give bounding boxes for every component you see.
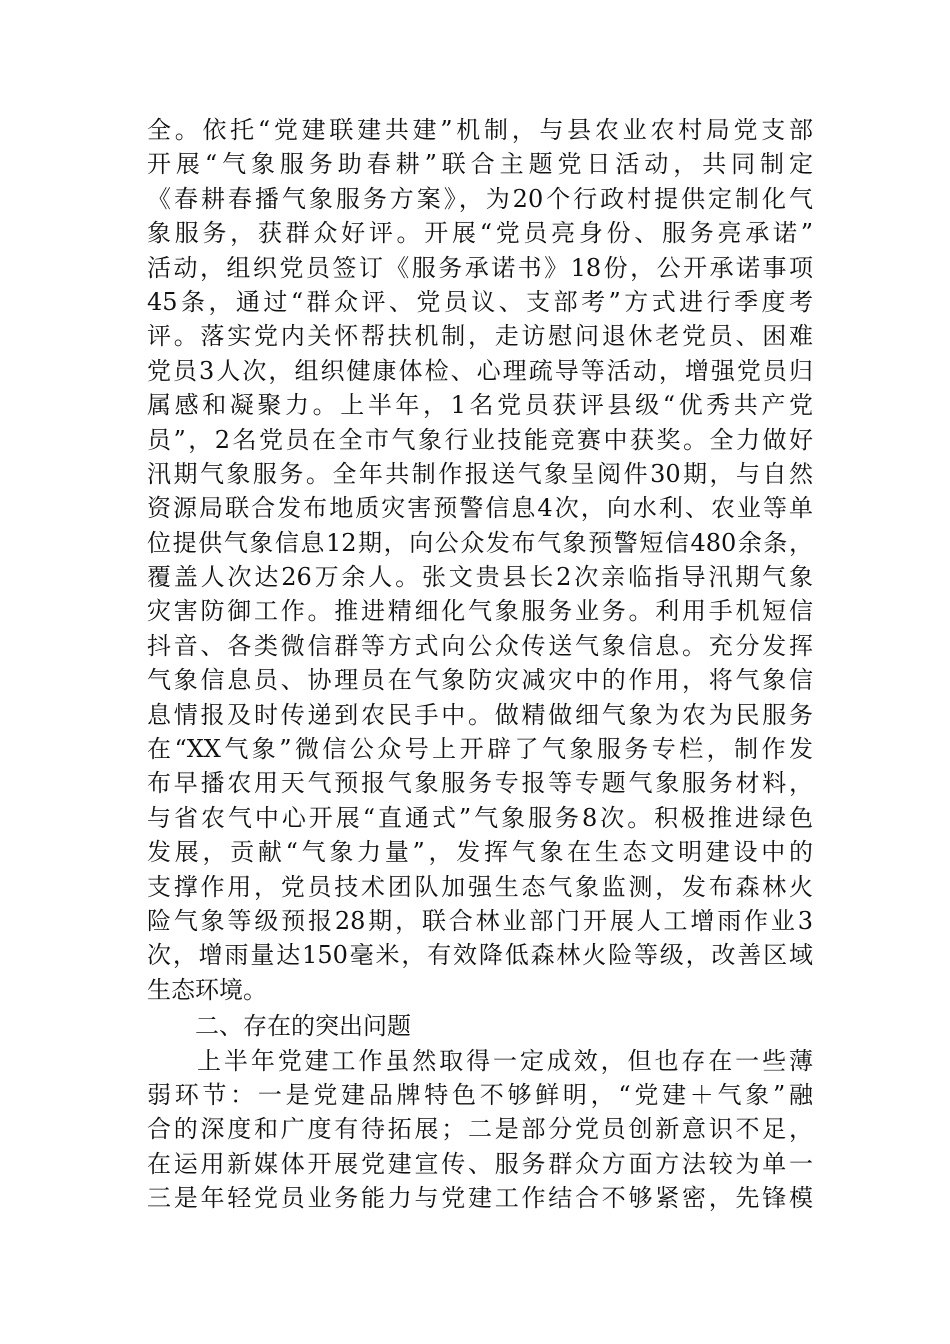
section-heading: 二、存在的突出问题 (195, 1012, 411, 1041)
text-line: 气象信息员、协理员在气象防灾减灾中的作用，将气象信 (147, 666, 813, 695)
text-line: 党员3人次，组织健康体检、心理疏导等活动，增强党员归 (147, 356, 813, 385)
text-line: 评。落实党内关怀帮扶机制，走访慰问退休老党员、困难 (147, 322, 813, 351)
text-line: 三是年轻党员业务能力与党建工作结合不够紧密，先锋模 (147, 1184, 813, 1213)
text-line: 灾害防御工作。推进精细化气象服务业务。利用手机短信 (147, 597, 813, 626)
text-line: 险气象等级预报28期，联合林业部门开展人工增雨作业3 (147, 906, 813, 935)
text-line: 次，增雨量达150毫米，有效降低森林火险等级，改善区域 (147, 941, 813, 970)
body-paragraph-1 (147, 113, 813, 1007)
text-line: 支撑作用，党员技术团队加强生态气象监测，发布森林火 (147, 872, 813, 901)
text-line: 弱环节：一是党建品牌特色不够鲜明，“党建＋气象”融 (147, 1080, 813, 1109)
text-line: 在运用新媒体开展党建宣传、服务群众方面方法较为单一 (147, 1149, 813, 1178)
text-line: 资源局联合发布地质灾害预警信息4次，向水利、农业等单 (147, 494, 813, 523)
text-line: 布早播农用天气预报气象服务专报等专题气象服务材料， (147, 769, 813, 798)
text-line: 息情报及时传递到农民手中。做精做细气象为农为民服务 (147, 700, 813, 729)
body-paragraph-2 (147, 1044, 813, 1216)
text-line: 上半年党建工作虽然取得一定成效，但也存在一些薄 (197, 1046, 813, 1075)
text-line: 位提供气象信息12期，向公众发布气象预警短信480余条， (147, 528, 813, 557)
text-line: 汛期气象服务。全年共制作报送气象呈阅件30期，与自然 (147, 459, 813, 488)
text-line: 活动，组织党员签订《服务承诺书》18份，公开承诺事项 (147, 253, 813, 282)
text-line: 全。依托“党建联建共建”机制，与县农业农村局党支部 (147, 116, 813, 144)
text-line: 生态环境。 (147, 975, 267, 1004)
text-line: 合的深度和广度有待拓展；二是部分党员创新意识不足， (147, 1115, 813, 1144)
text-line: 《春耕春播气象服务方案》，为20个行政村提供定制化气 (147, 184, 813, 213)
text-line: 员”，2名党员在全市气象行业技能竞赛中获奖。全力做好 (147, 425, 813, 454)
text-line: 属感和凝聚力。上半年，1名党员获评县级“优秀共产党 (147, 391, 813, 420)
text-line: 与省农气中心开展“直通式”气象服务8次。积极推进绿色 (147, 803, 813, 832)
text-line: 抖音、各类微信群等方式向公众传送气象信息。充分发挥 (147, 631, 813, 660)
text-line: 在“XX气象”微信公众号上开辟了气象服务专栏，制作发 (147, 735, 813, 764)
text-line: 开展“气象服务助春耕”联合主题党日活动，共同制定 (147, 150, 813, 179)
text-line: 覆盖人次达26万余人。张文贵县长2次亲临指导汛期气象 (147, 563, 813, 592)
text-line: 45条，通过“群众评、党员议、支部考”方式进行季度考 (147, 287, 813, 316)
document-body (147, 113, 813, 1216)
text-line: 象服务，获群众好评。开展“党员亮身份、服务亮承诺” (147, 219, 813, 248)
text-line: 发展，贡献“气象力量”，发挥气象在生态文明建设中的 (147, 838, 813, 867)
